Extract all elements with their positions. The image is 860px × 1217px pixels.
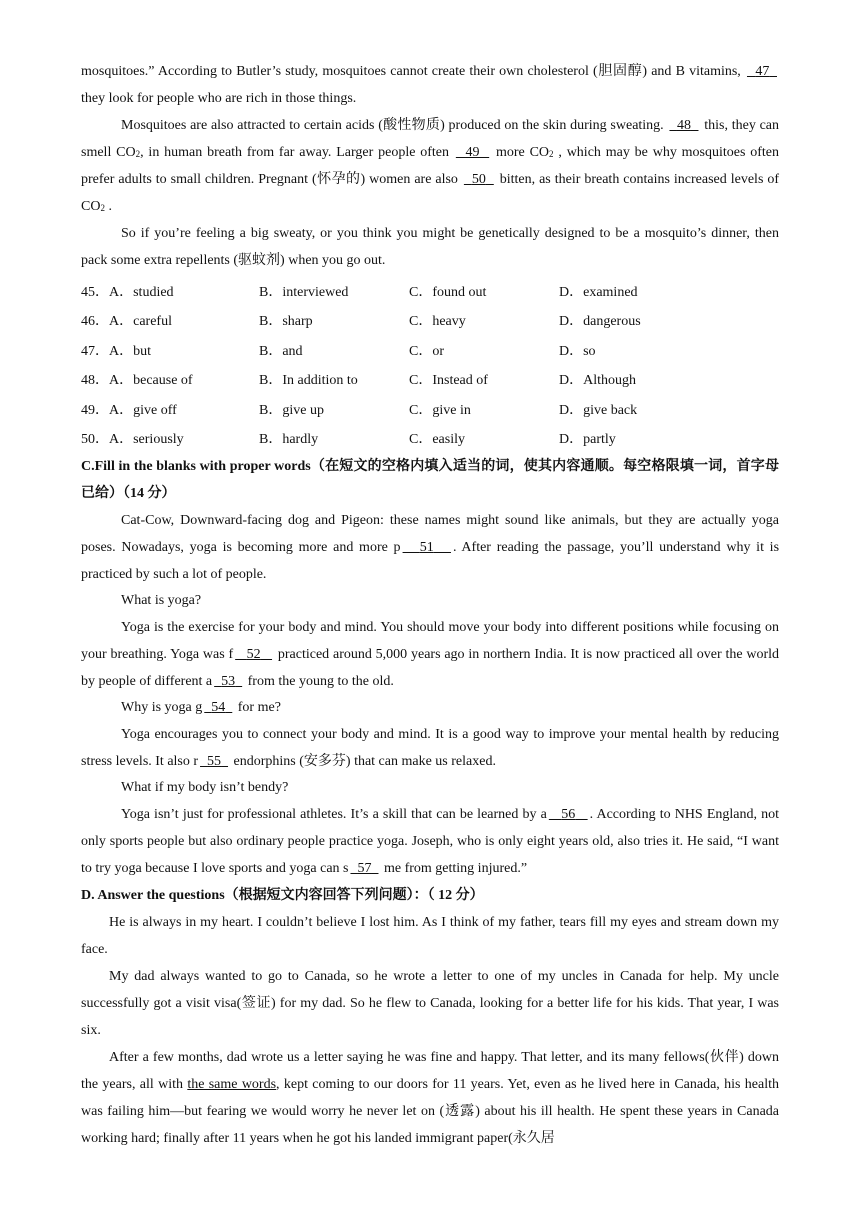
question-number: 45． (81, 284, 109, 300)
option-a: A．because of (109, 373, 193, 389)
passage-text: , in human breath from far away. Larger people often (140, 145, 450, 160)
option-c: C．heavy (409, 314, 466, 330)
passage-text: . According to NHS England, not only sports people but also ordinary people practice yoga. Joseph, who is only eight years old, also tries it. He said, “I want to try yoga because I love sports and yoga can s (81, 807, 780, 876)
option-b: B．sharp (259, 314, 313, 330)
passage-text: endorphins (安多芬) that can make us relaxed. (233, 754, 496, 769)
section-c-heading: C.Fill in the blanks with proper words（在短文的空格内填入适当的词，使其内容通顺。每空格限填一词，首字母已给）（14 分） (81, 459, 779, 501)
subheading: What if my body isn’t bendy? (121, 780, 289, 795)
option-c: C．or (409, 343, 444, 359)
blank-47: 47 (755, 64, 770, 79)
section-d-heading: D. Answer the questions（根据短文内容回答下列问题）：（ 12 分） (81, 888, 484, 903)
option-c: C．give in (409, 402, 471, 418)
passage-text: this, they can smell CO (81, 118, 780, 160)
subheading: Why is yoga g 54 for me? (121, 700, 281, 715)
blank-57: 57 (357, 861, 372, 876)
question-number: 50． (81, 432, 109, 448)
question-number: 48． (81, 373, 109, 389)
option-a: A．but (109, 343, 151, 359)
passage-text: more CO (496, 145, 550, 160)
blank-54: 54 (211, 700, 226, 715)
question-number: 46． (81, 314, 109, 330)
passage-text: practiced around 5,000 years ago in northern India. It is now practiced all over the world by people of different a (81, 647, 780, 689)
passage-paragraph (81, 507, 779, 588)
option-d: D．partly (559, 432, 616, 448)
passage-paragraph (81, 112, 779, 220)
option-c: C．easily (409, 432, 465, 448)
passage-paragraph (81, 220, 779, 274)
blank-49: 49 (465, 145, 480, 160)
document-page (81, 58, 779, 1152)
options-row (81, 276, 779, 306)
option-d: D．dangerous (559, 314, 641, 330)
passage-text: After a few months, dad wrote us a letter saying he was fine and happy. That letter, and its many fellows(伙伴) down the years, all with (81, 1050, 779, 1092)
option-a: A．give off (109, 402, 177, 418)
option-c: C．found out (409, 284, 487, 300)
passage-text: So if you’re feeling a big sweaty, or you think you might be genetically designed to be a mosquito’s dinner, then pack some extra repellents (驱蚊剂) when you go out. (81, 226, 779, 268)
option-b: B．and (259, 343, 303, 359)
blank-52: 52 (246, 647, 261, 662)
blank-48: 48 (676, 118, 691, 133)
passage-text: me from getting injured.” (383, 861, 528, 876)
options-row (81, 335, 779, 365)
underlined-phrase: the same words (187, 1077, 277, 1092)
blank-50: 50 (471, 172, 486, 187)
passage-text: from the young to the old. (247, 674, 394, 689)
passage-text: , which may be why mosquitoes often prefer adults to small children. Pregnant (怀孕的) women are also (81, 145, 780, 187)
subscript: 2 (135, 149, 141, 159)
passage-paragraph: My dad always wanted to go to Canada, so he wrote a letter to one of my uncles in Canada for help. My uncle successfully got a visit visa(签证) for my dad. So he flew to Canada, looking for a better life for his kids. That year, I was six. (81, 969, 779, 1038)
passage-text: mosquitoes.” According to Butler’s study, mosquitoes cannot create their own cholesterol (胆固醇) and B vitamins, (81, 64, 741, 79)
passage-text: Cat-Cow, Downward-facing dog and Pigeon: these names might sound like animals, but they are actually yoga poses. Nowadays, yoga is becoming more and more p (81, 513, 779, 555)
option-b: B．In addition to (259, 373, 358, 389)
blank-56: 56 (561, 807, 576, 822)
options-row (81, 424, 779, 454)
option-a: A．careful (109, 314, 172, 330)
passage-paragraph: He is always in my heart. I couldn’t believe I lost him. As I think of my father, tears fill my eyes and stream down my face. (81, 915, 779, 957)
option-a: A．seriously (109, 432, 184, 448)
passage-text: Yoga isn’t just for professional athletes. It’s a skill that can be learned by a (121, 807, 547, 822)
options-row (81, 394, 779, 424)
passage-text: Yoga encourages you to connect your body and mind. It is a good way to improve your mental health by reducing stress levels. It also r (81, 727, 779, 769)
option-c: C．Instead of (409, 373, 488, 389)
passage-text: , kept coming to our doors for 11 years. Yet, even as he lived here in Canada, his health was failing him—but fearing we would worry he never let on (透露) about his ill health. He spent these years in Canada working hard; finally after 11 years when he got his landed immigrant paper(永久居 (81, 1077, 779, 1146)
blank-55: 55 (207, 754, 222, 769)
passage-text: bitten, as their breath contains increased levels of CO (81, 172, 780, 214)
option-d: D．so (559, 343, 596, 359)
passage-text: Yoga is the exercise for your body and mind. You should move your body into different positions while focusing on your breathing. Yoga was f (81, 620, 779, 662)
blank-53: 53 (221, 674, 236, 689)
options-list (81, 276, 779, 453)
option-d: D．examined (559, 284, 638, 300)
subheading: What is yoga? (121, 593, 202, 608)
question-number: 47． (81, 343, 109, 359)
option-b: B．hardly (259, 432, 319, 448)
passage-text: Mosquitoes are also attracted to certain acids (酸性物质) produced on the skin during sweating. (121, 118, 664, 133)
passage-paragraph (81, 1044, 779, 1152)
passage-paragraph (81, 614, 779, 695)
option-d: D．give back (559, 402, 638, 418)
blank-51: 51 (419, 540, 434, 555)
passage-paragraph (81, 721, 779, 775)
passage-text: . After reading the passage, you’ll understand why it is practiced by such a lot of people. (81, 540, 780, 582)
option-b: B．give up (259, 402, 324, 418)
option-a: A．studied (109, 284, 174, 300)
subscript: 2 (100, 203, 105, 213)
option-b: B．interviewed (259, 284, 349, 300)
subscript: 2 (549, 149, 554, 159)
passage-paragraph (81, 801, 779, 882)
passage-text: they look for people who are rich in those things. (81, 91, 357, 106)
option-d: D．Although (559, 373, 636, 389)
question-number: 49． (81, 402, 109, 418)
passage-text: . (108, 199, 112, 214)
options-row (81, 365, 779, 395)
passage-paragraph (81, 58, 779, 112)
options-row (81, 306, 779, 336)
